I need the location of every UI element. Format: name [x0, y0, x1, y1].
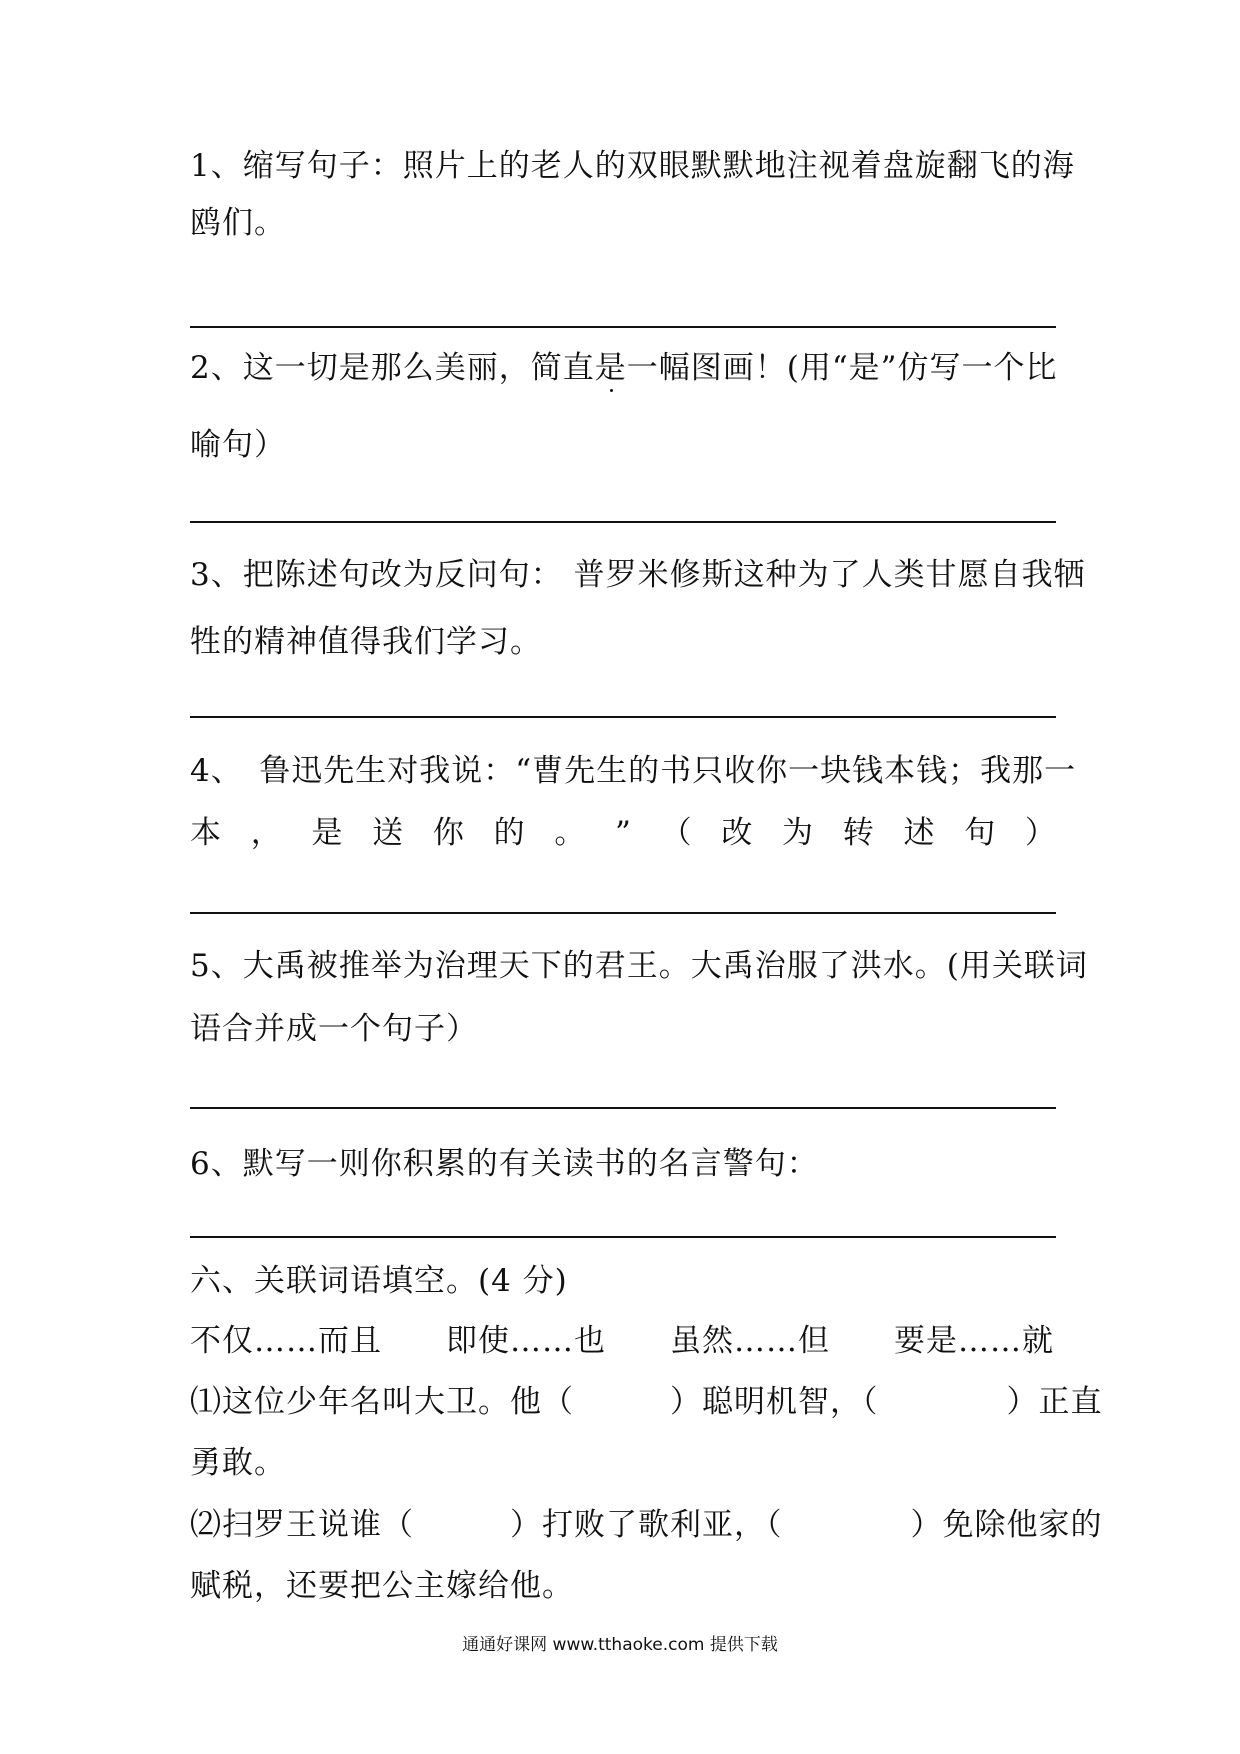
page-footer: 通通好课网 www.tthaoke.com 提供下载 [462, 1635, 778, 1655]
q4-char: 改 [721, 815, 753, 851]
conjunction-item: 虽然……但 [670, 1323, 830, 1359]
conjunction-item: 要是……就 [894, 1323, 1054, 1359]
q2-line-1-start: 2、这一切是那么美丽，简直 [190, 350, 595, 386]
q4-line-1: 4、 鲁迅先生对我说：“曹先生的书只收你一块钱本钱；我那一 [190, 753, 1077, 789]
item1-line-2: 勇敢。 [190, 1445, 286, 1481]
q4-line-2 [190, 813, 1056, 853]
q4-char: 的 [493, 815, 525, 851]
item1-line-1: ⑴这位少年名叫大卫。他（ ）聪明机智，（ ）正直 [190, 1384, 1103, 1420]
item2-line-2: 赋税，还要把公主嫁给他。 [190, 1568, 574, 1604]
q4-char: 为 [782, 815, 814, 851]
q4-char: ” [615, 815, 631, 851]
q4-char: 转 [842, 815, 874, 851]
q6-line-1: 6、默写一则你积累的有关读书的名言警句： [190, 1146, 819, 1182]
q2-line-1-end: 一幅图画！(用“是”仿写一个比 [626, 350, 1058, 386]
q2-emphasized-char: 是 [594, 350, 627, 386]
q4-char: 送 [372, 815, 404, 851]
q5-answer-line[interactable] [190, 1107, 1056, 1109]
q4-answer-line[interactable] [190, 912, 1056, 914]
conjunction-item: 即使……也 [446, 1323, 606, 1359]
q4-char: （ [660, 815, 692, 851]
q1-answer-line[interactable] [190, 326, 1056, 328]
q4-char: 。 [554, 815, 586, 851]
q2-answer-line[interactable] [190, 521, 1056, 523]
q4-char: 述 [903, 815, 935, 851]
q3-answer-line[interactable] [190, 716, 1056, 718]
q5-line-2: 语合并成一个句子） [190, 1011, 478, 1047]
q2-line-1 [190, 348, 1060, 388]
q4-char: 是 [311, 815, 343, 851]
q3-line-1: 3、把陈述句改为反问句： 普罗米修斯这种为了人类甘愿自我牺 [190, 557, 1086, 593]
q4-char: 本 [190, 815, 221, 851]
q1-line-1: 1、缩写句子：照片上的老人的双眼默默地注视着盘旋翻飞的海 [190, 148, 1075, 184]
q4-char: ） [1024, 815, 1056, 851]
q4-char: 句 [964, 815, 996, 851]
conjunction-item: 不仅……而且 [190, 1323, 382, 1359]
conjunction-list [190, 1321, 1056, 1361]
q3-line-2: 牲的精神值得我们学习。 [190, 624, 542, 660]
section6-heading: 六、关联词语填空。(4 分) [190, 1263, 568, 1299]
q4-char: 你 [432, 815, 464, 851]
item2-line-1: ⑵扫罗王说谁（ ）打败了歌利亚，（ ）免除他家的 [190, 1507, 1103, 1543]
q4-char: ， [250, 815, 282, 851]
q5-line-1: 5、大禹被推举为治理天下的君王。大禹治服了洪水。(用关联词 [190, 948, 1088, 984]
q6-answer-line[interactable] [190, 1236, 1056, 1238]
q2-line-2: 喻句） [190, 427, 286, 463]
q1-line-2: 鸥们。 [190, 205, 286, 241]
